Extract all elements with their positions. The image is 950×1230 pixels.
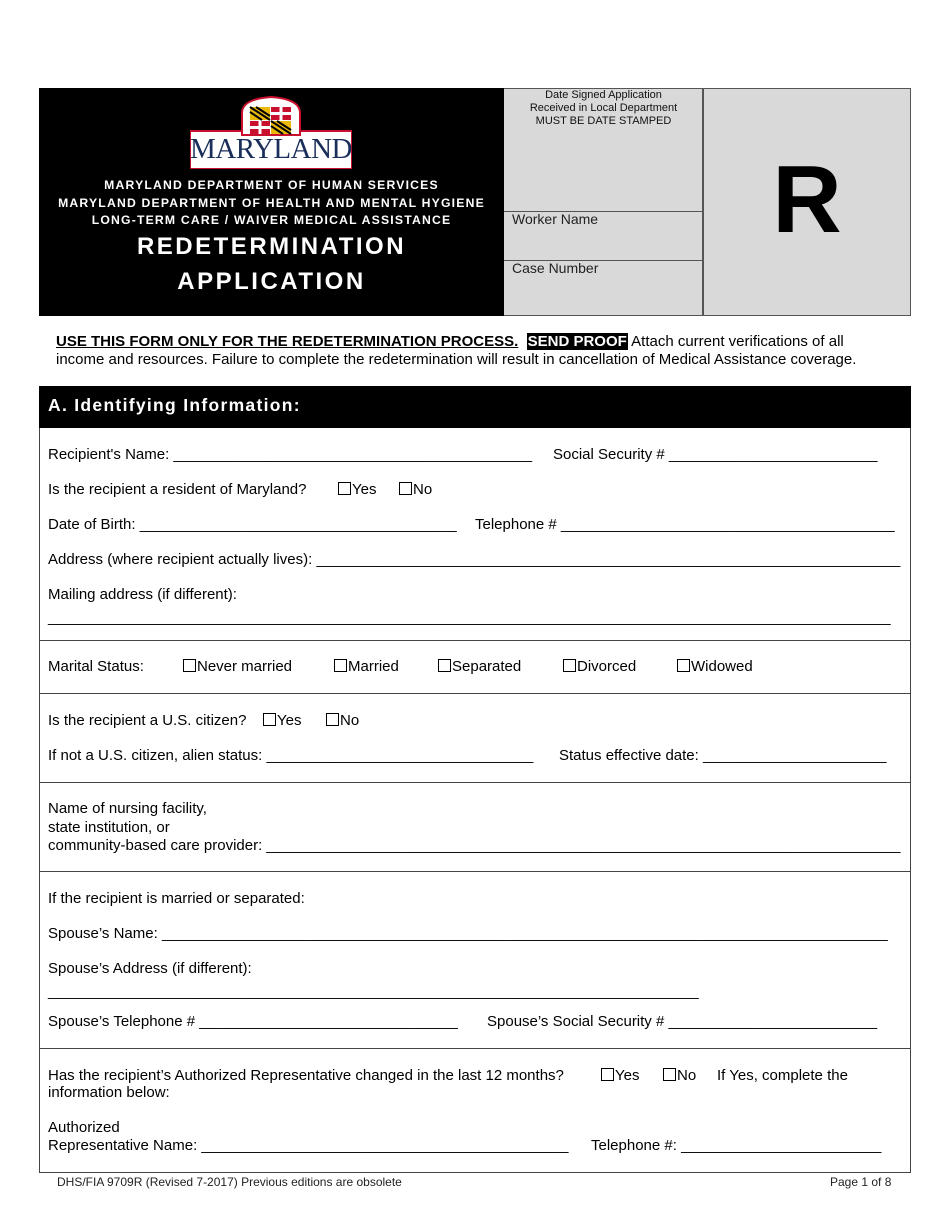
- auth-rep-no-checkbox[interactable]: [663, 1068, 676, 1081]
- citizen-yes-checkbox[interactable]: [263, 713, 276, 726]
- citizen-yes-option[interactable]: [263, 712, 301, 730]
- recipient-name-field[interactable]: Recipient's Name: ___________________________________________: [48, 446, 533, 463]
- dob-field[interactable]: Date of Birth: ______________________________________: [48, 516, 457, 533]
- auth-rep-yes-checkbox[interactable]: [601, 1068, 614, 1081]
- page-number: Page 1 of 8: [830, 1175, 892, 1189]
- alien-status-field[interactable]: If not a U.S. citizen, alien status: ________________________________: [48, 747, 534, 764]
- mailing-address-field[interactable]: _____________________________________________________________________________________________________: [48, 609, 891, 626]
- no-label: No: [413, 481, 433, 498]
- no-label: No: [340, 712, 360, 729]
- citizen-no-option[interactable]: [326, 712, 359, 730]
- mailing-address-label: Mailing address (if different):: [48, 586, 237, 603]
- no-label: No: [677, 1067, 697, 1084]
- citizen-question: Is the recipient a U.S. citizen?: [48, 712, 247, 729]
- resident-question: Is the recipient a resident of Maryland?: [48, 481, 307, 498]
- stamp-line-1: Date Signed Application: [545, 89, 662, 101]
- stamp-line-3: MUST BE DATE STAMPED: [535, 115, 672, 127]
- form-title-line-1: REDETERMINATION: [136, 233, 407, 260]
- marital-separated[interactable]: [438, 658, 521, 676]
- facility-label-2: state institution, or: [48, 819, 170, 836]
- divider: [39, 693, 911, 694]
- checkbox[interactable]: [183, 659, 196, 672]
- divider: [39, 640, 911, 641]
- option-label: Married: [348, 658, 399, 675]
- facility-field[interactable]: community-based care provider: ____________________________________________________________________________: [48, 837, 901, 854]
- instructions-line-2: income and resources. Failure to complete the redetermination will result in cancellation of Medical Assistance coverage.: [56, 351, 857, 368]
- worker-name-field[interactable]: Worker Name: [512, 211, 599, 227]
- auth-rep-instruction-2: information below:: [48, 1084, 170, 1101]
- instructions-heading: USE THIS FORM ONLY FOR THE REDETERMINATION PROCESS.: [56, 333, 519, 350]
- spouse-telephone-field[interactable]: Spouse’s Telephone # _______________________________: [48, 1013, 458, 1030]
- send-proof-badge: SEND PROOF: [527, 333, 627, 350]
- address-field[interactable]: Address (where recipient actually lives): ______________________________________________________________________: [48, 551, 901, 568]
- form-title-line-2: APPLICATION: [177, 268, 366, 295]
- auth-rep-telephone-field[interactable]: Telephone #: ________________________: [591, 1137, 882, 1154]
- instructions-text: Attach current verifications of all: [631, 333, 844, 350]
- auth-rep-name-field[interactable]: Representative Name: ____________________________________________: [48, 1137, 569, 1154]
- form-number: DHS/FIA 9709R (Revised 7-2017) Previous editions are obsolete: [57, 1175, 402, 1189]
- resident-yes-option[interactable]: [338, 481, 376, 499]
- yes-label: Yes: [352, 481, 377, 498]
- yes-label: Yes: [277, 712, 302, 729]
- resident-no-option[interactable]: [399, 481, 432, 499]
- spouse-name-field[interactable]: Spouse’s Name: _______________________________________________________________________________________: [48, 925, 888, 942]
- section-title: A. Identifying Information:: [48, 395, 301, 415]
- instructions-line-1: [56, 333, 844, 350]
- yes-label: Yes: [615, 1067, 640, 1084]
- stamp-line-2: Received in Local Department: [529, 102, 678, 114]
- spouse-ssn-field[interactable]: Spouse’s Social Security # _________________________: [487, 1013, 878, 1030]
- marital-married[interactable]: [334, 658, 399, 676]
- checkbox[interactable]: [334, 659, 347, 672]
- marital-never-married[interactable]: [183, 658, 292, 676]
- status-date-field[interactable]: Status effective date: ______________________: [559, 747, 887, 764]
- marital-status-label: Marital Status:: [48, 658, 144, 675]
- citizen-no-checkbox[interactable]: [326, 713, 339, 726]
- auth-rep-yes-option[interactable]: [601, 1067, 639, 1085]
- case-number-field[interactable]: Case Number: [512, 260, 599, 276]
- spouse-address-field[interactable]: ______________________________________________________________________________: [48, 983, 699, 1000]
- form-letter: R: [772, 146, 842, 253]
- divider: [39, 871, 911, 872]
- divider: [39, 782, 911, 783]
- dept-line-3: LONG-TERM CARE / WAIVER MEDICAL ASSISTANCE: [91, 213, 452, 227]
- divider: [39, 1048, 911, 1049]
- spouse-address-label: Spouse’s Address (if different):: [48, 960, 252, 977]
- married-question: If the recipient is married or separated:: [48, 890, 305, 907]
- auth-rep-instruction: If Yes, complete the: [717, 1067, 848, 1084]
- dept-line-2: MARYLAND DEPARTMENT OF HEALTH AND MENTAL HYGIENE: [58, 196, 485, 210]
- checkbox[interactable]: [438, 659, 451, 672]
- facility-label-1: Name of nursing facility,: [48, 800, 207, 817]
- option-label: Separated: [452, 658, 522, 675]
- option-label: Divorced: [577, 658, 637, 675]
- telephone-field[interactable]: Telephone # ________________________________________: [475, 516, 895, 533]
- dept-line-1: MARYLAND DEPARTMENT OF HUMAN SERVICES: [104, 178, 439, 192]
- option-label: Widowed: [691, 658, 753, 675]
- ssn-field[interactable]: Social Security # _________________________: [553, 446, 878, 463]
- logo-wordmark: MARYLAND: [190, 133, 352, 165]
- resident-no-checkbox[interactable]: [399, 482, 412, 495]
- auth-rep-label: Authorized: [48, 1119, 120, 1136]
- resident-yes-checkbox[interactable]: [338, 482, 351, 495]
- option-label: Never married: [197, 658, 293, 675]
- auth-rep-no-option[interactable]: [663, 1067, 696, 1085]
- checkbox[interactable]: [677, 659, 690, 672]
- marital-widowed[interactable]: [677, 658, 753, 676]
- checkbox[interactable]: [563, 659, 576, 672]
- auth-rep-question: Has the recipient’s Authorized Representative changed in the last 12 months?: [48, 1067, 564, 1084]
- marital-divorced[interactable]: [563, 658, 636, 676]
